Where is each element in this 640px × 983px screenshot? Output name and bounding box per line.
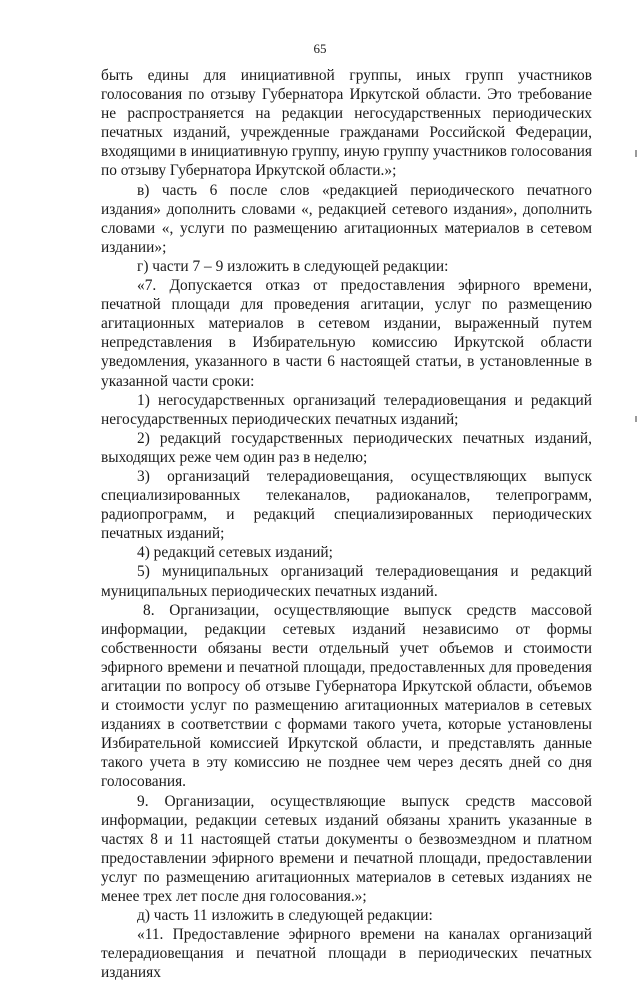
list-item-2: 2) редакций государственных периодических печатных изданий, выходящих реже чем один раз в неделю; <box>101 429 592 466</box>
scan-edge-mark <box>635 150 637 157</box>
paragraph-amendment-g: г) части 7 – 9 изложить в следующей редакции: <box>137 257 449 275</box>
paragraph-amendment-v: в) часть 6 после слов «редакцией периодического печатного издания» дополнить словами «, редакцией сетевого издания», дополнить словами «, услуги по размещению агитационных материалов в сетевом издании»; <box>101 181 592 256</box>
paragraph-part-8: 8. Организации, осуществляющие выпуск средств массовой информации, редакции сетевых изданий независимо от формы собственности обязаны вести отдельный учет объемов и стоимости эфирного времени и печатной площади, предоставленных для проведения агитации по вопросу об отзыве Губернатора Иркутской области, объемов и стоимости услуг по размещению агитационных материалов в сетевых изданиях в соответствии с формами такого учета, которые установлены Избирательной комиссией Иркутской области, и представлять данные такого учета в эту комиссию не позднее чем через десять дней со дня голосования. <box>101 601 592 791</box>
list-item-4: 4) редакций сетевых изданий; <box>137 544 333 562</box>
scan-edge-mark <box>635 416 637 422</box>
list-item-5: 5) муниципальных организаций телерадиовещания и редакций муниципальных периодических печатных изданий. <box>101 563 592 600</box>
paragraph-amendment-d: д) часть 11 изложить в следующей редакции: <box>137 907 433 925</box>
paragraph-part-9: 9. Организации, осуществляющие выпуск средств массовой информации, редакции сетевых изданий обязаны хранить указанные в частях 8 и 11 настоящей статьи документы о безвозмездном и платном предоставлении эфирного времени и печатной площади, предоставлении услуг по размещению агитационных материалов в сетевых изданиях не менее трех лет после дня голосования.»; <box>101 792 592 906</box>
paragraph-part-7: «7. Допускается отказ от предоставления эфирного времени, печатной площади для проведения агитации, услуг по размещению агитационных материалов в сетевом издании, выраженный путем непредставления в Избирательную комиссию Иркутской области уведомления, указанного в части 6 настоящей статьи, в установленные в указанной части сроки: <box>101 277 592 390</box>
document-body <box>101 66 592 983</box>
list-item-3: 3) организаций телерадиовещания, осуществляющих выпуск специализированных телеканалов, радиоканалов, телепрограмм, радиопрограмм, и редакций специализированных периодических печатных изданий; <box>101 467 592 543</box>
page-number: 65 <box>313 41 327 56</box>
paragraph-continuation: быть едины для инициативной группы, иных групп участников голосования по отзыву Губернатора Иркутской области. Это требование не распространяется на редакции негосударственных периодических печатных изданий, учрежденные гражданами Российской Федерации, входящими в инициативную группу, иную группу участников голосования по отзыву Губернатора Иркутской области.»; <box>101 67 592 180</box>
list-item-1: 1) негосударственных организаций телерадиовещания и редакций негосударственных периодических печатных изданий; <box>101 391 592 428</box>
paragraph-part-11: «11. Предоставление эфирного времени на каналах организаций телерадиовещания и печатной площади в периодических печатных изданиях <box>101 926 592 982</box>
